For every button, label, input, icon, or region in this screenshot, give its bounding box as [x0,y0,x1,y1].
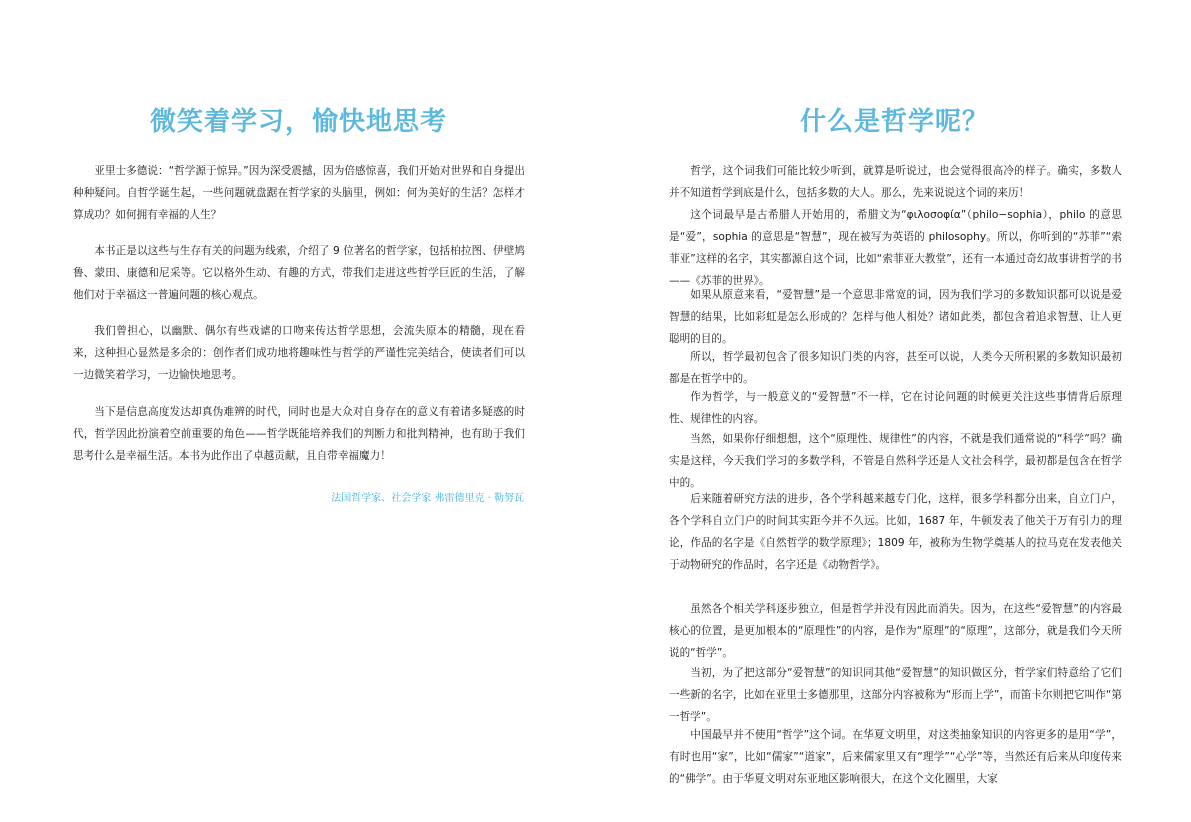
right-paragraph-3: 如果从原意来看，“爱智慧”是一个意思非常宽的词，因为我们学习的多数知识都可以说是爱智慧的结果，比如彩虹是怎么形成的？怎样与他人相处？诸如此类，都包含着追求智慧、让人更聪明的目的。 [669,289,1122,345]
right-paragraph-9: 当初，为了把这部分“爱智慧”的知识同其他“爱智慧”的知识做区分，哲学家们特意给了它们一些新的名字，比如在亚里士多德那里，这部分内容被称为“形而上学”，而笛卡尔则把它叫作“第一哲学”。 [669,667,1122,723]
right-paragraph-4: 所以，哲学最初包含了很多知识门类的内容，甚至可以说，人类今天所积累的多数知识最初都是在哲学中的。 [669,351,1122,385]
right-page [596,0,1191,822]
right-paragraph-6: 当然，如果你仔细想想，这个“原理性、规律性”的内容，不就是我们通常说的“科学”吗？确实是这样，今天我们学习的多数学科，不管是自然科学还是人文社会科学，最初都是包含在哲学中的。 [669,433,1122,489]
right-paragraph-10: 中国最早并不使用“哲学”这个词。在华夏文明里，对这类抽象知识的内容更多的是用“学”，有时也用“家”，比如“儒家”“道家”，后来儒家里又有“理学”“心学”等，当然还有后来从印度传来的“佛学”。由于华夏文明对东亚地区影响很大，在这个文化圈里，大家 [669,729,1122,785]
right-paragraph-1: 哲学，这个词我们可能比较少听到，就算是听说过，也会觉得很高冷的样子。确实，多数人并不知道哲学到底是什么，包括多数的大人。那么，先来说说这个词的来历！ [669,165,1122,199]
right-paragraph-7: 后来随着研究方法的进步，各个学科越来越专门化，这样，很多学科都分出来，自立门户，各个学科自立门户的时间其实距今并不久远。比如，1687 年，牛顿发表了他关于万有引力的理论，作品的名字是《自然哲学的数学原理》；1809 年，被称为生物学奠基人的拉马克在发表他关于动物研究的作品时，名字还是《动物哲学》。 [669,493,1122,571]
right-paragraph-8: 虽然各个相关学科逐步独立，但是哲学并没有因此而消失。因为，在这些“爱智慧”的内容最核心的位置，是更加根本的“原理性”的内容，是作为“原理”的“原理”，这部分，就是我们今天所说的“哲学”。 [669,603,1122,659]
left-page-title: 微笑着学习，愉快地思考 [150,107,448,137]
right-paragraph-5: 作为哲学，与一般意义的“爱智慧”不一样，它在讨论问题的时候更关注这些事情背后原理性、规律性的内容。 [669,391,1122,425]
right-paragraph-2: 这个词最早是古希腊人开始用的，希腊文为“φιλοσοφία”（philo−sophia），philo 的意思是“爱”，sophia 的意思是“智慧”，现在被写为英语的 philosophy。所以，你听到的“苏菲”“索菲亚”这样的名字，其实都源自这个词，比如“索菲亚大教堂”，还有一本通过奇幻故事讲哲学的书——《苏菲的世界》。 [669,209,1122,287]
left-paragraph-3: 我们曾担心，以幽默、偶尔有些戏谑的口吻来传达哲学思想，会流失原本的精髓，现在看来，这种担心显然是多余的：创作者们成功地将趣味性与哲学的严谨性完美结合，使读者们可以一边微笑着学习，一边愉快地思考。 [73,325,525,381]
left-paragraph-1: 亚里士多德说：“哲学源于惊异。”因为深受震撼，因为倍感惊喜，我们开始对世界和自身提出种种疑问。自哲学诞生起，一些问题就盘踞在哲学家的头脑里，例如：何为美好的生活？怎样才算成功？如何拥有幸福的人生？ [73,165,525,221]
author-signature: 法国哲学家、社会学家 弗雷德里克 · 勒努瓦 [331,493,524,504]
left-paragraph-2: 本书正是以这些与生存有关的问题为线索，介绍了 9 位著名的哲学家，包括柏拉图、伊壁鸠鲁、蒙田、康德和尼采等。它以格外生动、有趣的方式，带我们走进这些哲学巨匠的生活，了解他们对于幸福这一普遍问题的核心观点。 [73,245,525,301]
right-page-title: 什么是哲学呢？ [800,107,990,137]
left-paragraph-4: 当下是信息高度发达却真伪难辨的时代，同时也是大众对自身存在的意义有着诸多疑惑的时代，哲学因此扮演着空前重要的角色——哲学既能培养我们的判断力和批判精神，也有助于我们思考什么是幸福生活。本书为此作出了卓越贡献，且自带幸福魔力！ [73,406,525,462]
